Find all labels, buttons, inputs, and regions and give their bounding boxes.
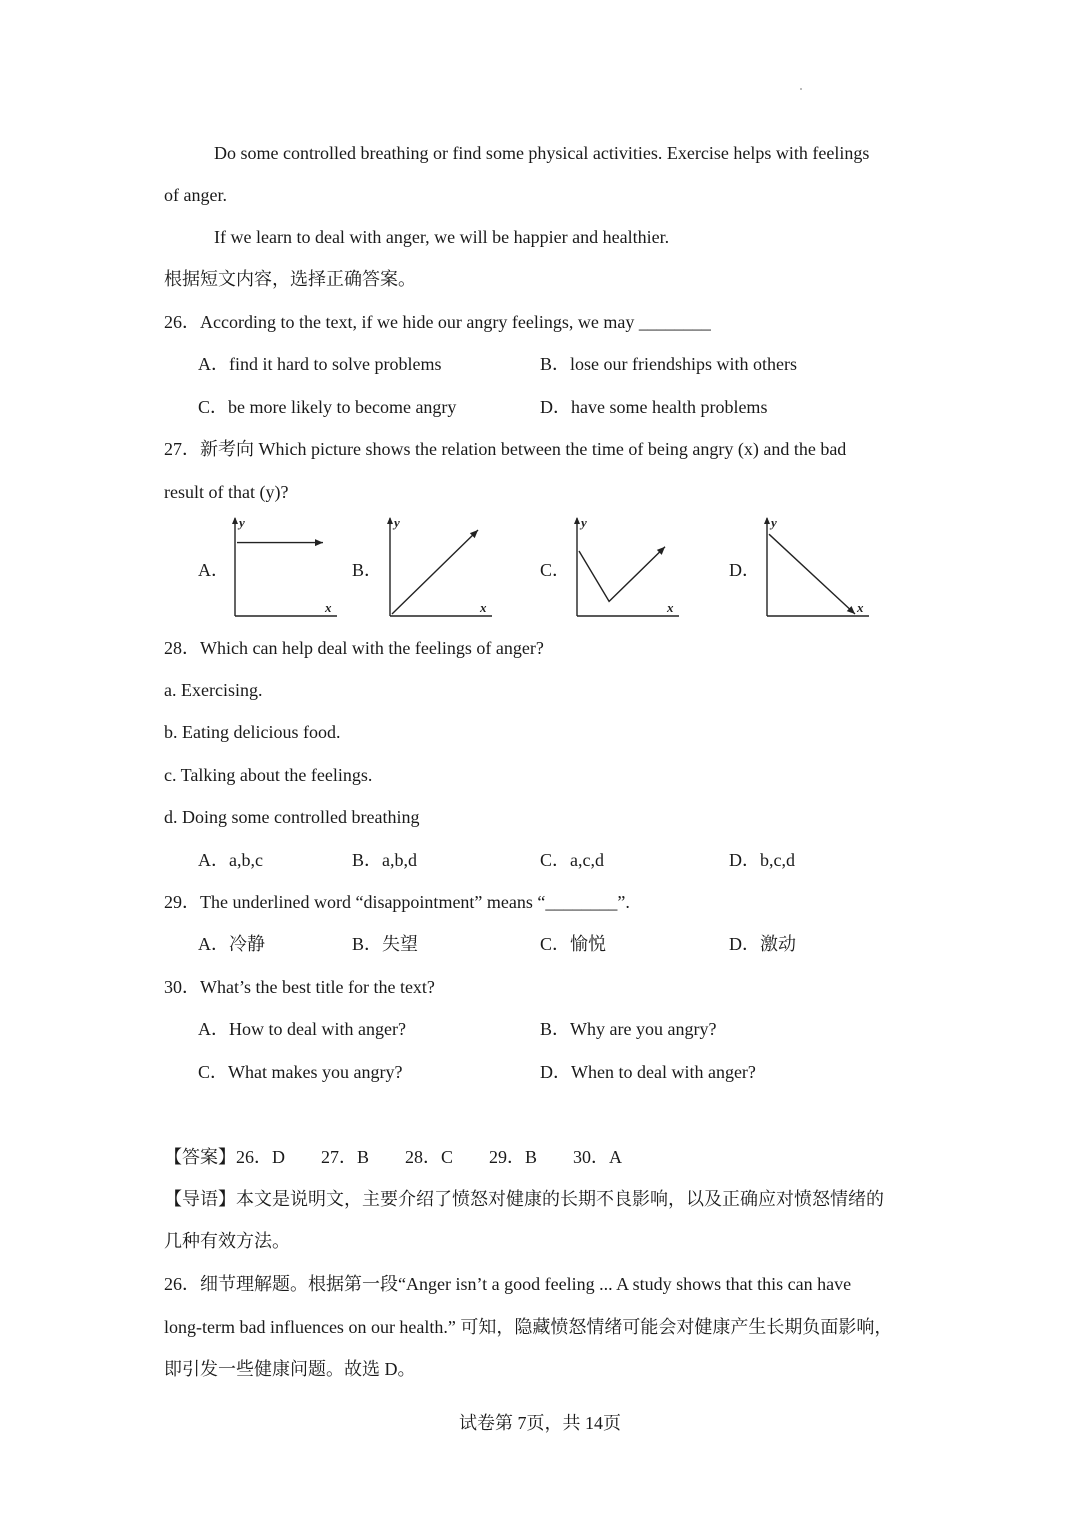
q27-option-d[interactable]: D． — [729, 560, 760, 580]
graph-d-y-arrow — [764, 517, 770, 524]
explanation-26-continued: 即引发一些健康问题。故选 D。 — [164, 1359, 416, 1379]
q29-option-c[interactable]: C．愉悦 — [540, 934, 607, 954]
q28-item-d: d. Doing some controlled breathing — [164, 807, 420, 827]
graph-b — [381, 516, 493, 625]
q28-item-a: a. Exercising. — [164, 680, 263, 700]
graph-b-y-label: y — [394, 515, 400, 530]
graph-d-svg — [758, 516, 870, 620]
graph-a-y-label: y — [239, 515, 245, 530]
q28-option-b[interactable]: B．a,b,d — [352, 850, 417, 870]
q28-option-d[interactable]: D．b,c,d — [729, 850, 795, 870]
graph-b-series-line — [392, 530, 478, 614]
q27-option-a[interactable]: A． — [198, 560, 229, 580]
graph-c-y-arrow — [574, 517, 580, 524]
graph-c-series-line — [579, 547, 665, 602]
graph-c-y-label: y — [581, 515, 587, 530]
q28-option-a[interactable]: A．a,b,c — [198, 850, 263, 870]
scan-dot — [800, 88, 802, 90]
explanation-26-continued: long-term bad influences on our health.” 可知，隐藏愤怒情绪可能会对健康产生长期负面影响， — [164, 1317, 893, 1337]
guide-line-continued: 几种有效方法。 — [164, 1231, 290, 1251]
q30-option-d[interactable]: D．When to deal with anger? — [540, 1062, 756, 1082]
passage-paragraph: If we learn to deal with anger, we will be happier and healthier. — [214, 227, 670, 247]
q29-option-a[interactable]: A．冷静 — [198, 934, 265, 954]
passage-paragraph: Do some controlled breathing or find some physical activities. Exercise helps with feelings — [214, 143, 870, 163]
graph-a-x-label: x — [325, 600, 332, 615]
question-28-stem: 28．Which can help deal with the feelings of anger? — [164, 638, 544, 658]
question-26-stem: 26．According to the text, if we hide our angry feelings, we may ________ — [164, 312, 711, 332]
q28-item-b: b. Eating delicious food. — [164, 722, 341, 742]
graph-c-svg — [568, 516, 680, 620]
question-29-stem: 29．The underlined word “disappointment” means “________”. — [164, 892, 630, 912]
q27-option-c[interactable]: C． — [540, 560, 571, 580]
graph-a-y-arrow — [232, 517, 238, 524]
graph-c-x-label: x — [667, 600, 674, 615]
q26-option-b[interactable]: B．lose our friendships with others — [540, 354, 797, 374]
q29-option-d[interactable]: D．激动 — [729, 934, 796, 954]
graph-d-series-line — [769, 534, 855, 614]
graph-a-svg — [226, 516, 338, 620]
q28-option-c[interactable]: C．a,c,d — [540, 850, 604, 870]
q29-option-b[interactable]: B．失望 — [352, 934, 419, 954]
explanation-26: 26．细节理解题。根据第一段“Anger isn’t a good feeling ... A study shows that this can have — [164, 1274, 852, 1294]
question-30-stem: 30．What’s the best title for the text? — [164, 977, 435, 997]
graph-d-x-label: x — [857, 600, 864, 615]
graph-d — [758, 516, 870, 625]
q26-option-d[interactable]: D．have some health problems — [540, 397, 768, 417]
passage-paragraph-continued: of anger. — [164, 185, 227, 205]
graph-b-y-arrow — [387, 517, 393, 524]
answer-key: 【答案】26．D 27．B 28．C 29．B 30．A — [164, 1147, 623, 1167]
question-27-stem: 27．新考向 Which picture shows the relation between the time of being angry (x) and the bad — [164, 439, 847, 459]
q30-option-a[interactable]: A．How to deal with anger? — [198, 1019, 406, 1039]
graph-b-x-label: x — [480, 600, 487, 615]
q28-item-c: c. Talking about the feelings. — [164, 765, 373, 785]
graph-a — [226, 516, 338, 625]
q30-option-c[interactable]: C．What makes you angry? — [198, 1062, 403, 1082]
graph-b-svg — [381, 516, 493, 620]
graph-d-y-label: y — [771, 515, 777, 530]
guide-line: 【导语】本文是说明文，主要介绍了愤怒对健康的长期不良影响，以及正确应对愤怒情绪的 — [164, 1189, 884, 1209]
graph-c — [568, 516, 680, 625]
question-27-stem-continued: result of that (y)? — [164, 482, 289, 502]
q26-option-a[interactable]: A．find it hard to solve problems — [198, 354, 442, 374]
graph-a-series-arrow — [315, 539, 323, 546]
page-footer: 试卷第 7页，共 14页 — [459, 1413, 621, 1433]
q27-option-b[interactable]: B． — [352, 560, 383, 580]
instruction: 根据短文内容，选择正确答案。 — [164, 269, 416, 289]
q30-option-b[interactable]: B．Why are you angry? — [540, 1019, 717, 1039]
q26-option-c[interactable]: C．be more likely to become angry — [198, 397, 457, 417]
